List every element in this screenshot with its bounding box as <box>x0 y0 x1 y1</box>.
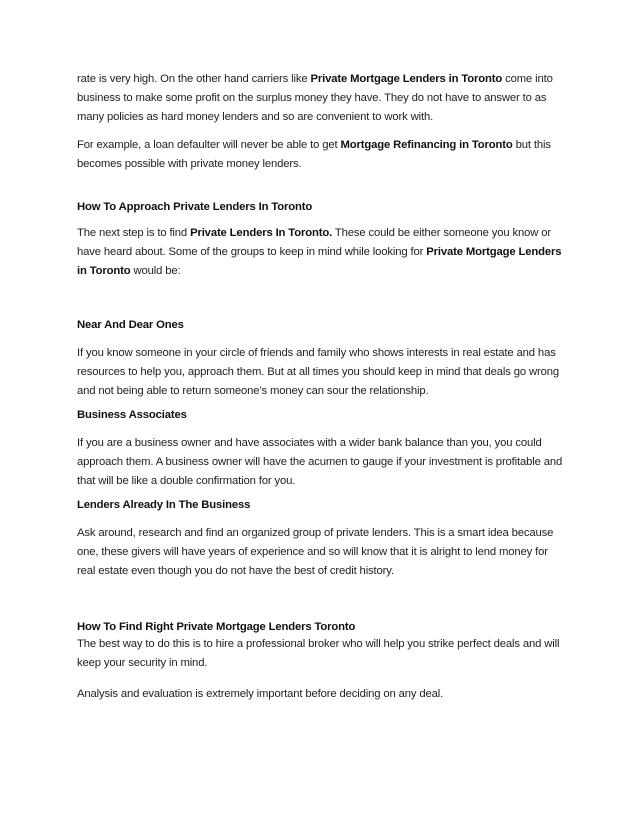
paragraph-private-lenders-intro <box>77 70 567 127</box>
heading-how-to-approach: How To Approach Private Lenders In Toronto <box>77 201 313 213</box>
text: For example, a loan defaulter will never be able to get <box>77 139 341 151</box>
text: rate is very high. On the other hand carriers like <box>77 73 311 85</box>
paragraph-analysis <box>77 685 567 704</box>
bold-phrase: Mortgage Refinancing in Toronto <box>340 139 513 151</box>
paragraph-hire-broker <box>77 635 567 673</box>
paragraph-refinancing-example <box>77 136 567 174</box>
text: These could be either someone you know or have heard about. Some of the groups to keep in mind while looking for <box>77 227 551 258</box>
heading-find-right-lenders: How To Find Right Private Mortgage Lenders Toronto <box>77 621 356 633</box>
text: If you are a business owner and have associates with a wider bank balance than you, you could approach them. A business owner will have the acumen to gauge if your investment is profitable and that will be like a double confirmation for you. <box>77 437 563 487</box>
paragraph-business-owner <box>77 434 567 491</box>
text: come into business to make some profit on the surplus money they have. They do not have to answer to as many policies as hard money lenders and so are convenient to work with. <box>77 73 553 123</box>
bold-phrase: Private Mortgage Lenders in Toronto <box>310 73 503 85</box>
text: The next step is to find <box>77 227 191 239</box>
bold-phrase: Private Mortgage Lenders in Toronto <box>77 246 562 277</box>
heading-business-associates: Business Associates <box>77 409 187 421</box>
text: The best way to do this is to hire a professional broker who will help you strike perfect deals and will keep your security in mind. <box>77 638 560 669</box>
paragraph-next-step <box>77 224 567 281</box>
text: would be: <box>130 265 181 277</box>
text: but this becomes possible with private money lenders. <box>77 139 551 170</box>
text: If you know someone in your circle of friends and family who shows interests in real estate and has resources to help you, approach them. But at all times you should keep in mind that deals go wrong and not being able to return someone’s money can sour the relationship. <box>77 347 560 397</box>
heading-near-and-dear: Near And Dear Ones <box>77 319 184 331</box>
heading-lenders-in-business: Lenders Already In The Business <box>77 499 251 511</box>
bold-phrase: Private Lenders In Toronto. <box>190 227 333 239</box>
paragraph-friends-family <box>77 344 567 401</box>
text: Ask around, research and find an organized group of private lenders. This is a smart idea because one, these givers will have years of experience and so will know that it is alright to lend money for real estate even though you do not have the best of credit history. <box>77 527 554 577</box>
paragraph-organized-lenders <box>77 524 567 581</box>
text: Analysis and evaluation is extremely important before deciding on any deal. <box>77 688 444 700</box>
